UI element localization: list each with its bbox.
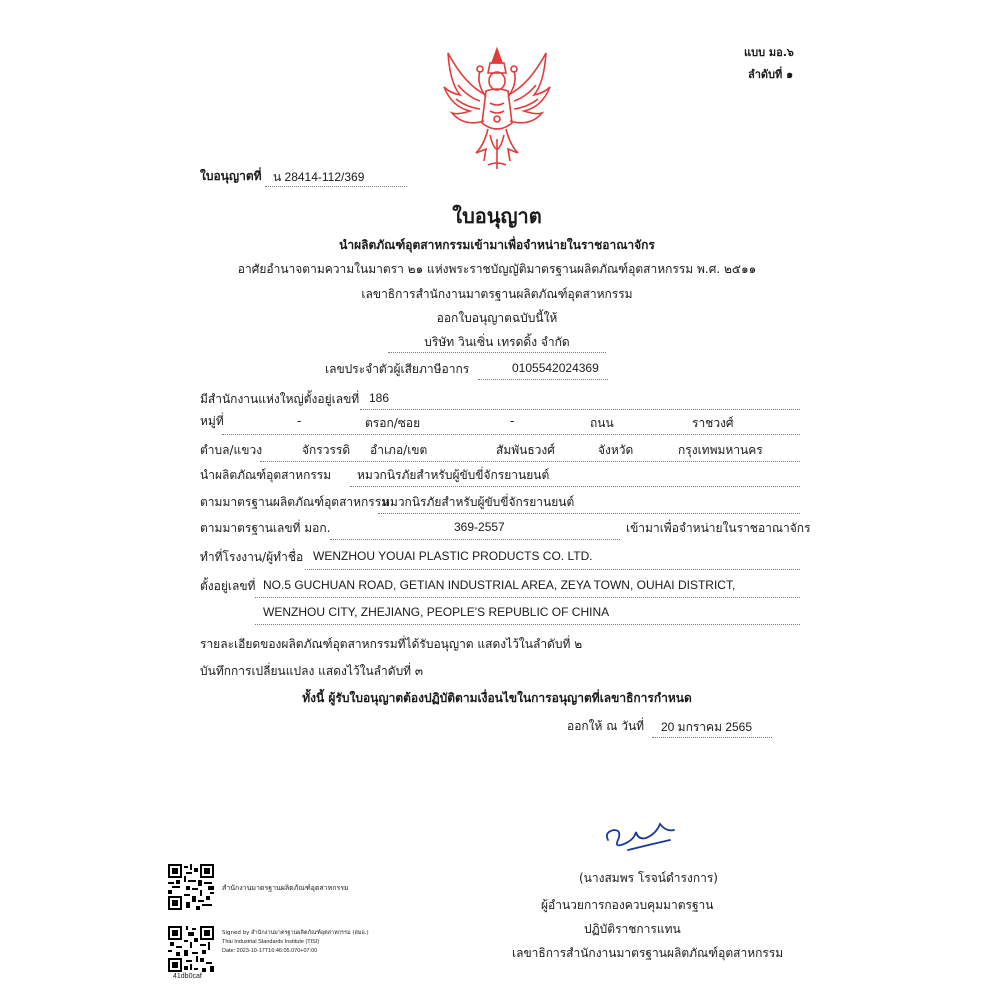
document-subtitle: นำผลิตภัณฑ์อุตสาหกรรมเข้ามาเพื่อจำหน่ายในราชอาณาจักร	[339, 238, 655, 252]
factory-address-label: ตั้งอยู่เลขที่	[200, 579, 256, 593]
issue-date-underline	[652, 737, 772, 738]
footer-agency: สำนักงานมาตรฐานผลิตภัณฑ์อุตสาหกรรม	[222, 884, 349, 892]
factory-underline	[305, 569, 800, 570]
standard-number-value: 369-2557	[454, 520, 505, 534]
province-label: จังหวัด	[598, 443, 634, 457]
district-label: อำเภอ/เขต	[370, 443, 428, 457]
moo-value: -	[297, 414, 302, 428]
factory-address-underline2	[255, 624, 800, 625]
authority-line: อาศัยอำนาจตามความในมาตรา ๒๑ แห่งพระราชบัญญัติมาตรฐานผลิตภัณฑ์อุตสาหกรรม พ.ศ. ๒๕๑๑	[237, 262, 757, 276]
license-number-label: ใบอนุญาตที่	[200, 169, 262, 183]
footer-institute: Thai Industrial Standards Institute (TISI)	[222, 939, 320, 945]
issue-date-value: 20 มกราคม 2565	[661, 720, 753, 734]
standard-number-label: ตามมาตรฐานเลขที่ มอก.	[200, 521, 331, 535]
product-underline	[350, 486, 800, 487]
document-title: ใบอนุญาต	[452, 204, 542, 228]
company-name: บริษัท วินเซิ่น เทรดดิ้ง จำกัด	[424, 335, 570, 349]
subdistrict-underline	[260, 461, 800, 462]
road-value: ราชวงศ์	[692, 416, 734, 430]
issue-date-label: ออกให้ ณ วันที่	[567, 719, 645, 733]
standard-number-underline	[330, 539, 620, 540]
footer-date: Date: 2023-10-17T16:46:05.070+07:00	[222, 948, 318, 954]
standard-label: ตามมาตรฐานผลิตภัณฑ์อุตสาหกรรม	[200, 495, 390, 509]
product-label: นำผลิตภัณฑ์อุตสาหกรรม	[200, 468, 332, 482]
license-number-value: น 28414-112/369	[273, 170, 365, 184]
signature-icon	[600, 810, 680, 855]
road-label: ถนน	[590, 416, 614, 430]
office-label: มีสำนักงานแห่งใหญ่ตั้งอยู่เลขที่	[200, 392, 360, 406]
footer-code: 41db0caf	[173, 973, 202, 980]
form-code: แบบ มอ.๖	[744, 46, 794, 59]
product-value: หมวกนิรภัยสำหรับผู้ขับขี่จักรยานยนต์	[357, 468, 550, 482]
verification-qr-icon	[168, 926, 214, 972]
sequence-number: ลำดับที่ ๑	[748, 68, 794, 81]
changes-line: บันทึกการเปลี่ยนแปลง แสดงไว้ในลำดับที่ ๓	[200, 664, 424, 678]
signatory-name: (นางสมพร โรจน์ดำรงการ)	[579, 871, 718, 885]
standard-underline	[378, 513, 800, 514]
subdistrict-value: จักรวรรดิ	[302, 443, 351, 457]
tax-id-label: เลขประจำตัวผู้เสียภาษีอากร	[325, 362, 470, 376]
factory-address-line1: NO.5 GUCHUAN ROAD, GETIAN INDUSTRIAL AREA, ZEYA TOWN, OUHAI DISTRICT,	[263, 578, 736, 592]
subdistrict-label: ตำบล/แขวง	[200, 443, 263, 457]
tax-id-underline	[478, 379, 608, 380]
signatory-position: ผู้อำนวยการกองควบคุมมาตรฐาน	[541, 898, 714, 912]
factory-value: WENZHOU YOUAI PLASTIC PRODUCTS CO. LTD.	[313, 549, 593, 563]
tax-id-value: 0105542024369	[512, 361, 599, 375]
factory-address-underline1	[255, 597, 800, 598]
conditions-line: ทั้งนี้ ผู้รับใบอนุญาตต้องปฏิบัติตามเงื่อนไขในการอนุญาตที่เลขาธิการกำหนด	[302, 691, 692, 705]
footer-signed-by: Signed by สำนักงานมาตรฐานผลิตภัณฑ์อุตสาหกรรม (สมอ.)	[222, 930, 369, 936]
office-underline	[360, 409, 800, 410]
moo-underline	[222, 434, 800, 435]
soi-value: -	[510, 414, 515, 428]
signatory-office: เลขาธิการสำนักงานมาตรฐานผลิตภัณฑ์อุตสาหกรรม	[512, 946, 784, 960]
moo-label: หมู่ที่	[200, 414, 224, 428]
standard-value: หมวกนิรภัยสำหรับผู้ขับขี่จักรยานยนต์	[382, 495, 575, 509]
standard-number-suffix: เข้ามาเพื่อจำหน่ายในราชอาณาจักร	[626, 521, 811, 535]
signatory-acting: ปฏิบัติราชการแทน	[584, 922, 681, 936]
details-line: รายละเอียดของผลิตภัณฑ์อุตสาหกรรมที่ได้รับอนุญาต แสดงไว้ในลำดับที่ ๒	[200, 637, 583, 651]
office-value: 186	[369, 391, 390, 405]
province-value: กรุงเทพมหานคร	[678, 443, 763, 457]
district-value: สัมพันธวงศ์	[496, 443, 555, 457]
company-underline	[388, 352, 606, 353]
grant-line: ออกใบอนุญาตฉบับนี้ให้	[436, 311, 558, 325]
garuda-emblem-icon	[440, 45, 555, 170]
soi-label: ตรอก/ซอย	[365, 416, 421, 430]
factory-label: ทำที่โรงงาน/ผู้ทำชื่อ	[200, 550, 304, 564]
qr-code-icon	[168, 864, 214, 910]
license-number-underline	[265, 186, 407, 187]
secretary-line: เลขาธิการสำนักงานมาตรฐานผลิตภัณฑ์อุตสาหกรรม	[361, 287, 633, 301]
factory-address-line2: WENZHOU CITY, ZHEJIANG, PEOPLE'S REPUBLIC OF CHINA	[263, 605, 610, 619]
